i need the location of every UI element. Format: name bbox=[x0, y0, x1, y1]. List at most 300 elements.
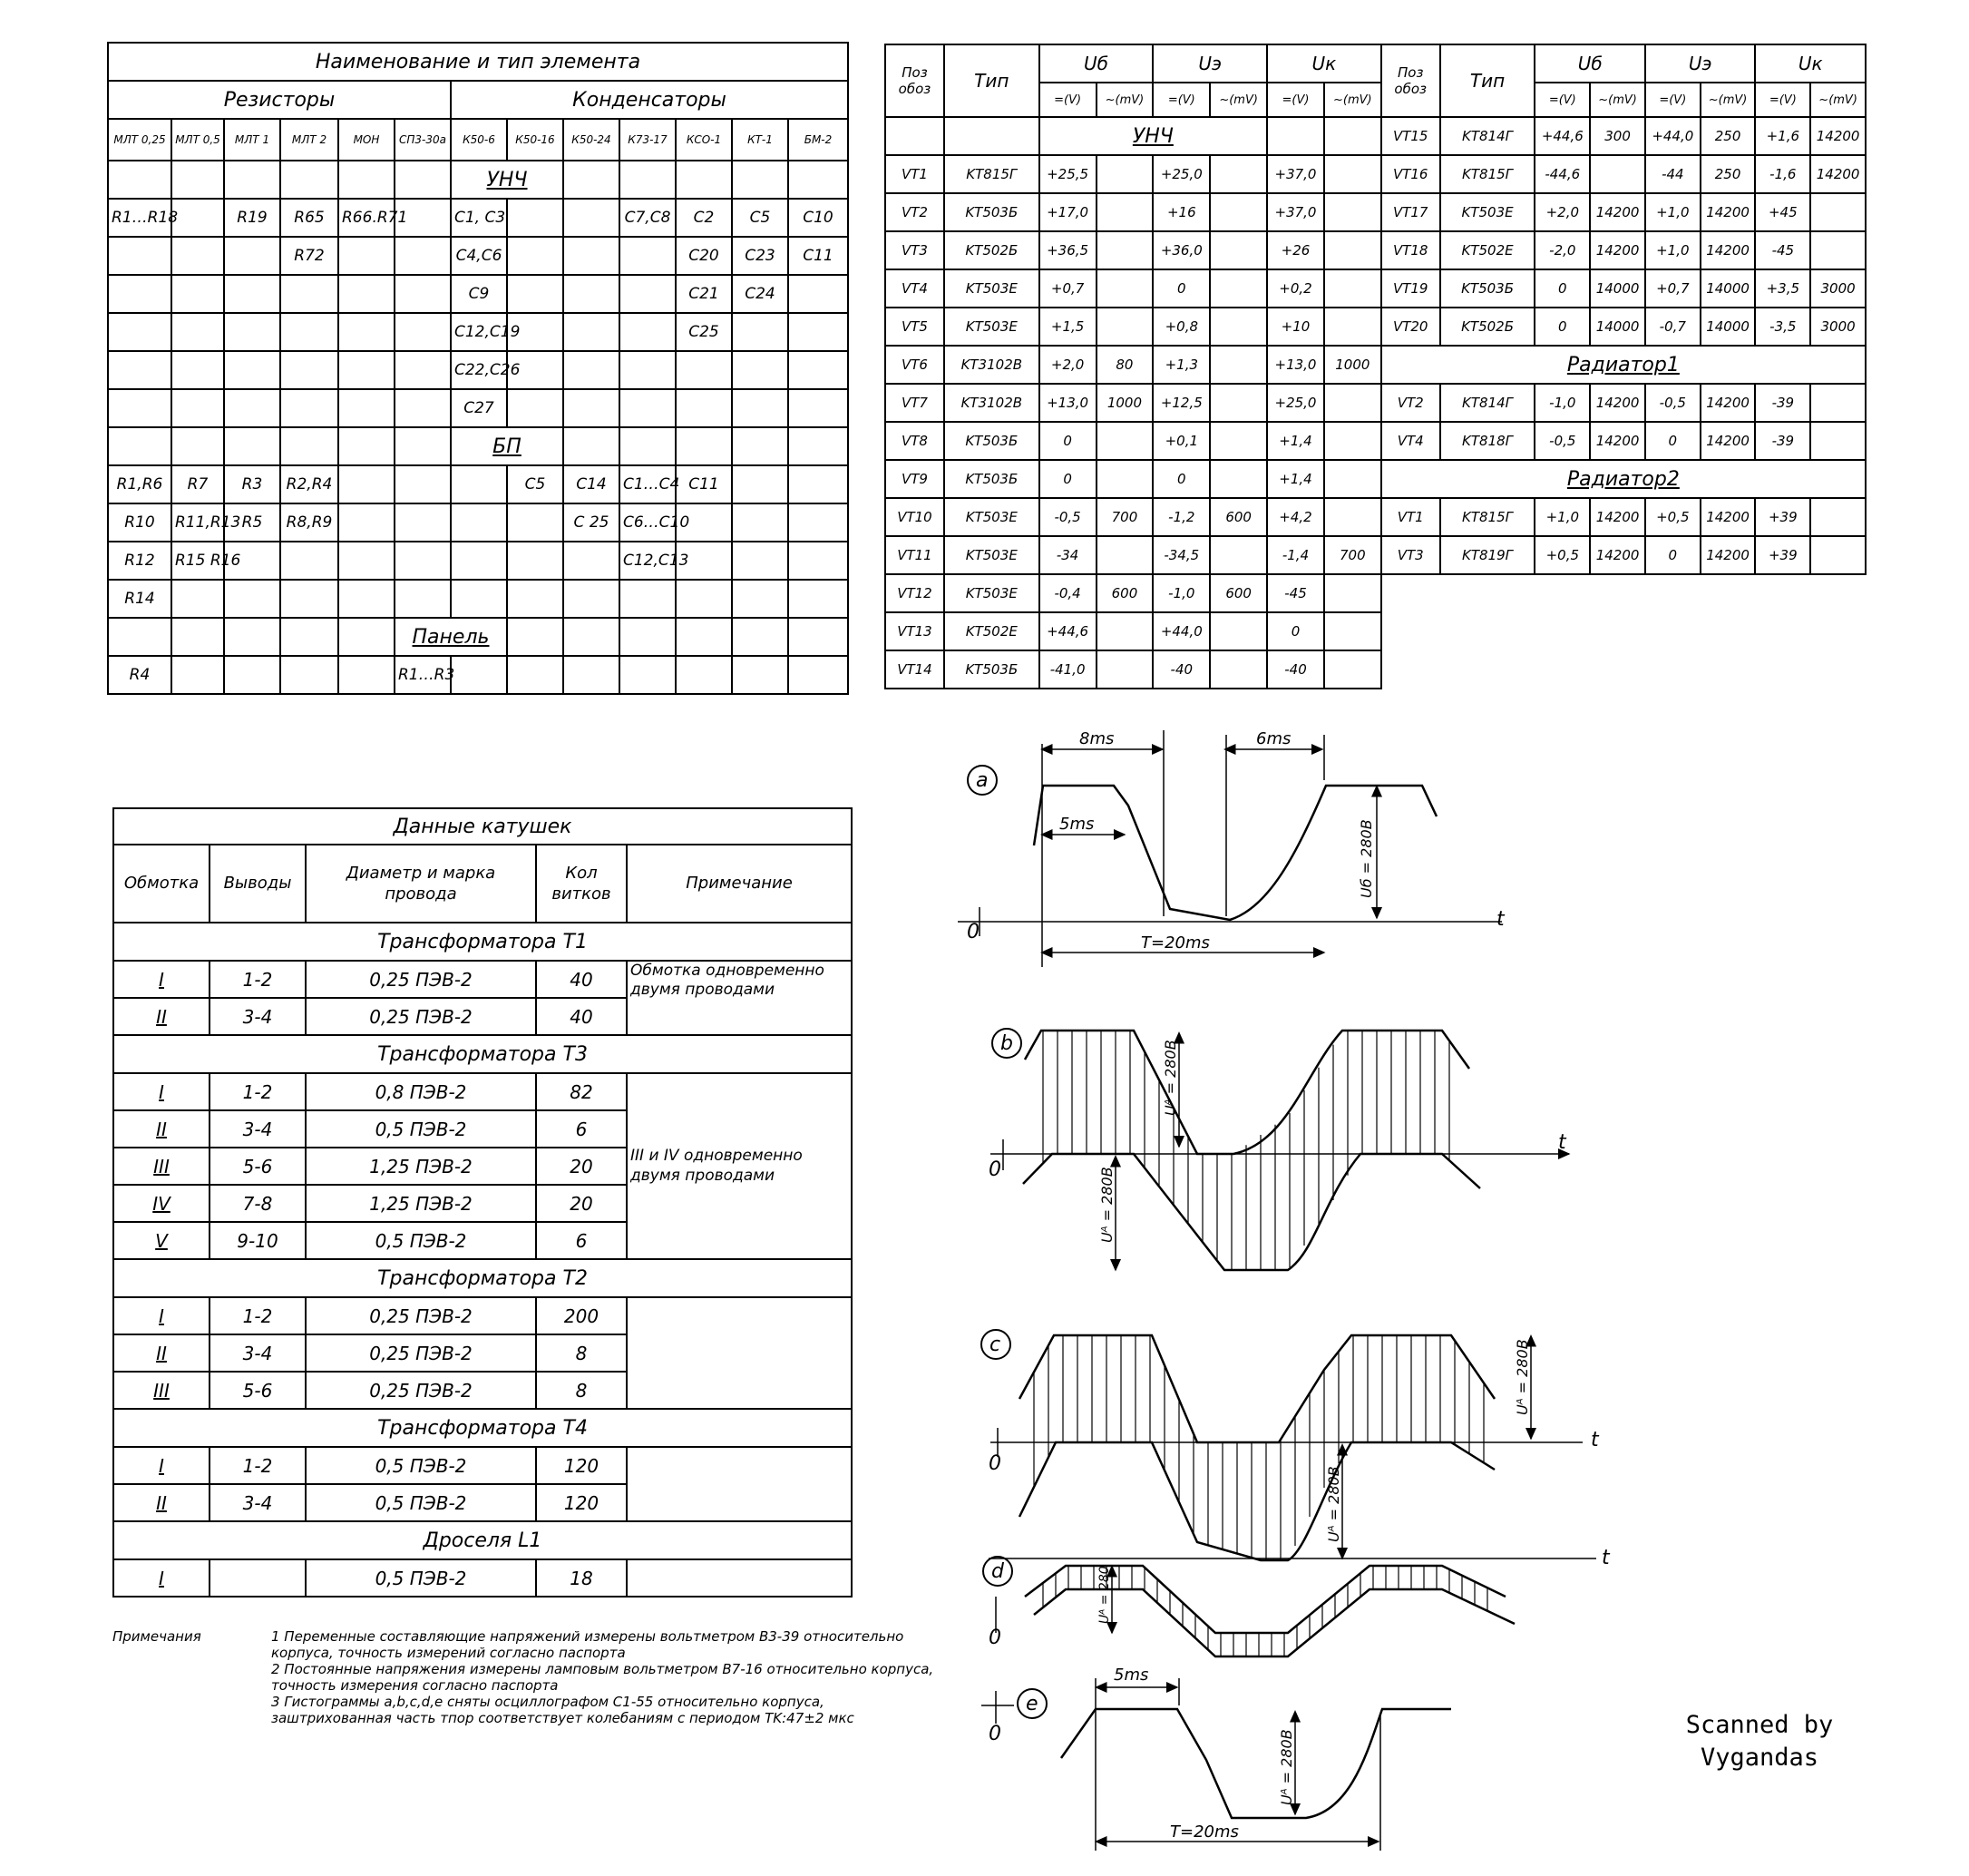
table-cell: KT503Б bbox=[1440, 269, 1535, 308]
table-cell: -39 bbox=[1755, 384, 1810, 422]
table-cell: KT814Г bbox=[1440, 384, 1535, 422]
wave-e-label: e bbox=[1026, 1693, 1038, 1715]
table-cell: 14200 bbox=[1810, 117, 1866, 155]
table-cell: +36,5 bbox=[1039, 231, 1097, 269]
table-cell: C11 bbox=[788, 237, 848, 275]
wave-a-dim-8ms: 8ms bbox=[1079, 729, 1115, 748]
wave-a-period: T=20ms bbox=[1141, 933, 1210, 953]
table-cell: 6 bbox=[536, 1110, 627, 1148]
table-cell: VT19 bbox=[1381, 269, 1440, 308]
wave-b-amp-top: Uᴬ = 280В bbox=[1162, 1040, 1179, 1116]
table-cell: 3000 bbox=[1810, 308, 1866, 346]
table-cell: +39 bbox=[1755, 498, 1810, 536]
table-cell: 14200 bbox=[1701, 422, 1756, 460]
table-cell: 300 bbox=[1590, 117, 1645, 155]
table-cell: 80 bbox=[1097, 346, 1154, 384]
table-cell: -44 bbox=[1645, 155, 1701, 193]
table-cell: 1-2 bbox=[210, 1297, 306, 1334]
table-cell: I bbox=[113, 1297, 210, 1334]
table-cell: VT1 bbox=[1381, 498, 1440, 536]
table-cell: KT815Г bbox=[944, 155, 1039, 193]
table-cell: 0 bbox=[1645, 422, 1701, 460]
table-cell: R1,R6 bbox=[108, 465, 171, 503]
table-cell: 0,25 ПЭВ-2 bbox=[306, 1372, 536, 1409]
column-header: К73-17 bbox=[619, 119, 676, 161]
table-cell: VT2 bbox=[1381, 384, 1440, 422]
table-cell: VT8 bbox=[885, 422, 944, 460]
wave-b-amp-bottom: Uᴬ = 280В bbox=[1098, 1167, 1116, 1243]
table-cell: 0,5 ПЭВ-2 bbox=[306, 1559, 536, 1597]
coil-note: Обмотка одновременно двумя проводами bbox=[627, 961, 852, 1035]
table-cell: 0,25 ПЭВ-2 bbox=[306, 961, 536, 998]
table-cell: 82 bbox=[536, 1073, 627, 1110]
wave-c-amp-bottom: Uᴬ = 280В bbox=[1325, 1466, 1342, 1542]
wave-b-origin: 0 bbox=[989, 1158, 1001, 1181]
table-cell: +44,0 bbox=[1153, 612, 1210, 650]
coil-note: III и IV одновременно двумя проводами bbox=[627, 1073, 852, 1259]
wave-d-label: d bbox=[991, 1560, 1004, 1583]
table-cell: KT503E bbox=[1440, 193, 1535, 231]
section-bp-label: БП bbox=[492, 435, 521, 458]
table-cell: VT2 bbox=[885, 193, 944, 231]
table-cell: KT503Б bbox=[944, 422, 1039, 460]
table-cell: 0,25 ПЭВ-2 bbox=[306, 1297, 536, 1334]
wave-a-origin: 0 bbox=[967, 921, 980, 943]
table-cell: 20 bbox=[536, 1185, 627, 1222]
table-cell: KT502E bbox=[944, 612, 1039, 650]
wave-d-axis-t: t bbox=[1602, 1547, 1610, 1569]
table-cell: VT15 bbox=[1381, 117, 1440, 155]
table-cell: 40 bbox=[536, 961, 627, 998]
header-dc: =(V) bbox=[1645, 83, 1701, 117]
table-cell: R66.R71 bbox=[338, 199, 395, 237]
table-cell: KT814Г bbox=[1440, 117, 1535, 155]
table-cell: 0,5 ПЭВ-2 bbox=[306, 1484, 536, 1521]
coil-header: Примечание bbox=[627, 845, 852, 923]
column-header: МЛТ 1 bbox=[224, 119, 280, 161]
table-cell: C23 bbox=[732, 237, 788, 275]
table-cell: 600 bbox=[1210, 498, 1267, 536]
table-cell: +0,5 bbox=[1535, 536, 1590, 574]
table-cell: +16 bbox=[1153, 193, 1210, 231]
table-cell: VT4 bbox=[1381, 422, 1440, 460]
header-uk: Uк bbox=[1267, 44, 1381, 83]
wave-d-amplitude: Uᴬ = 280 bbox=[1097, 1566, 1112, 1624]
coil-header: Диаметр и марка провода bbox=[306, 845, 536, 923]
table-cell: +1,4 bbox=[1267, 460, 1324, 498]
table-cell: 14200 bbox=[1701, 193, 1756, 231]
table-cell: +0,8 bbox=[1153, 308, 1210, 346]
column-header: К50-24 bbox=[563, 119, 619, 161]
table-cell: +25,0 bbox=[1267, 384, 1324, 422]
table-cell: R19 bbox=[224, 199, 280, 237]
table-cell: KT815Г bbox=[1440, 498, 1535, 536]
waveform-c bbox=[981, 1330, 1583, 1560]
table-cell: -0,5 bbox=[1039, 498, 1097, 536]
coil-section-name: Трансформатора T4 bbox=[113, 1409, 852, 1447]
table-cell: I bbox=[113, 1559, 210, 1597]
table-cell: C27 bbox=[451, 389, 507, 427]
table-cell: -3,5 bbox=[1755, 308, 1810, 346]
header-ac: ~(mV) bbox=[1701, 83, 1756, 117]
table-cell: +1,4 bbox=[1267, 422, 1324, 460]
table-cell: +1,0 bbox=[1645, 231, 1701, 269]
table-cell: 3-4 bbox=[210, 1110, 306, 1148]
table-cell: +26 bbox=[1267, 231, 1324, 269]
table-cell: +1,0 bbox=[1645, 193, 1701, 231]
table-cell: +37,0 bbox=[1267, 155, 1324, 193]
table-cell: +17,0 bbox=[1039, 193, 1097, 231]
table-cell: +4,2 bbox=[1267, 498, 1324, 536]
table-cell: KT503E bbox=[944, 574, 1039, 612]
table-cell: -34,5 bbox=[1153, 536, 1210, 574]
table-cell: R14 bbox=[108, 580, 171, 618]
table-cell: +0,2 bbox=[1267, 269, 1324, 308]
header-ac: ~(mV) bbox=[1210, 83, 1267, 117]
table-cell: C9 bbox=[451, 275, 507, 313]
table-cell: 700 bbox=[1097, 498, 1154, 536]
table-cell: -34 bbox=[1039, 536, 1097, 574]
table-cell: +44,6 bbox=[1039, 612, 1097, 650]
table-cell: C12,C13 bbox=[619, 542, 676, 580]
table-cell: R12 bbox=[108, 542, 171, 580]
table-cell: -0,4 bbox=[1039, 574, 1097, 612]
table-cell: 600 bbox=[1210, 574, 1267, 612]
table-cell: VT3 bbox=[1381, 536, 1440, 574]
footnotes-label: Примечания bbox=[112, 1628, 201, 1645]
table-cell: C6…C10 bbox=[619, 503, 676, 542]
table-cell: KT818Г bbox=[1440, 422, 1535, 460]
table-cell: KT502Б bbox=[1440, 308, 1535, 346]
table-cell: VT4 bbox=[885, 269, 944, 308]
table-cell: -1,0 bbox=[1535, 384, 1590, 422]
wave-e-amplitude: Uᴬ = 280В bbox=[1278, 1729, 1295, 1805]
wave-b-axis-t: t bbox=[1558, 1131, 1566, 1154]
table-cell: 14000 bbox=[1701, 308, 1756, 346]
table-cell: 250 bbox=[1701, 155, 1756, 193]
table-cell: 250 bbox=[1701, 117, 1756, 155]
table-cell: +13,0 bbox=[1039, 384, 1097, 422]
table-cell: VT14 bbox=[885, 650, 944, 689]
table-cell: 0 bbox=[1535, 308, 1590, 346]
footnote-1: 1 Переменные составляющие напряжений измерены вольтметром В3-39 относительно корпуса, точность измерений согласно паспорта bbox=[271, 1628, 904, 1661]
table-cell: VT1 bbox=[885, 155, 944, 193]
table-cell: 1-2 bbox=[210, 961, 306, 998]
wave-c-origin: 0 bbox=[989, 1452, 1001, 1475]
table-cell: +2,0 bbox=[1535, 193, 1590, 231]
table-cell: 14200 bbox=[1701, 498, 1756, 536]
header-pos: Поз обоз bbox=[885, 44, 944, 117]
table-cell: 200 bbox=[536, 1297, 627, 1334]
wave-a-label: a bbox=[976, 769, 989, 792]
wave-a-dim-5ms: 5ms bbox=[1059, 815, 1095, 834]
table-cell: VT9 bbox=[885, 460, 944, 498]
table-cell: C4,C6 bbox=[451, 237, 507, 275]
table-cell: +39 bbox=[1755, 536, 1810, 574]
table-cell: KT3102B bbox=[944, 384, 1039, 422]
scan-credit-line-2: Vygandas bbox=[1700, 1744, 1819, 1773]
table-cell: R1…R18 bbox=[108, 199, 171, 237]
table-cell: II bbox=[113, 1110, 210, 1148]
table-cell: 8 bbox=[536, 1372, 627, 1409]
table-cell: +0,7 bbox=[1039, 269, 1097, 308]
table-cell: 1-2 bbox=[210, 1073, 306, 1110]
table-cell: -45 bbox=[1267, 574, 1324, 612]
header-ac: ~(mV) bbox=[1097, 83, 1154, 117]
table-cell: C24 bbox=[732, 275, 788, 313]
elements-title: Наименование и тип элемента bbox=[108, 43, 848, 81]
table-cell: I bbox=[113, 1073, 210, 1110]
table-cell: KT503E bbox=[944, 498, 1039, 536]
table-cell: 14000 bbox=[1701, 269, 1756, 308]
table-cell: C12,C19 bbox=[451, 313, 507, 351]
coil-section-name: Трансформатора T3 bbox=[113, 1035, 852, 1073]
table-cell: -1,6 bbox=[1755, 155, 1810, 193]
table-cell: R5 bbox=[224, 503, 280, 542]
table-cell: 14200 bbox=[1590, 384, 1645, 422]
table-cell: 9-10 bbox=[210, 1222, 306, 1259]
wave-e-origin: 0 bbox=[989, 1723, 1001, 1745]
table-cell: 8 bbox=[536, 1334, 627, 1372]
table-cell: VT3 bbox=[885, 231, 944, 269]
coil-header: Выводы bbox=[210, 845, 306, 923]
column-header: БМ-2 bbox=[788, 119, 848, 161]
wave-b-label: b bbox=[1000, 1032, 1013, 1055]
table-cell: 20 bbox=[536, 1148, 627, 1185]
table-cell: C 25 bbox=[563, 503, 619, 542]
table-cell: 120 bbox=[536, 1447, 627, 1484]
footnote-3: 3 Гистограммы a,b,c,d,e сняты осциллографом С1-55 относительно корпуса, заштрихованная часть тпор соответствует колебаниям с периодом TK:47±2 мкс bbox=[271, 1694, 854, 1726]
table-cell: 40 bbox=[536, 998, 627, 1035]
table-cell: -1,0 bbox=[1153, 574, 1210, 612]
coil-section-name: Дроселя L1 bbox=[113, 1521, 852, 1559]
table-cell: KT502Б bbox=[944, 231, 1039, 269]
header-ac: ~(mV) bbox=[1590, 83, 1645, 117]
table-cell: VT10 bbox=[885, 498, 944, 536]
table-cell: R10 bbox=[108, 503, 171, 542]
table-cell: KT819Г bbox=[1440, 536, 1535, 574]
header-dc: =(V) bbox=[1535, 83, 1590, 117]
table-cell: R3 bbox=[224, 465, 280, 503]
table-cell: 3-4 bbox=[210, 1334, 306, 1372]
table-cell: +1,5 bbox=[1039, 308, 1097, 346]
table-cell: +25,0 bbox=[1153, 155, 1210, 193]
table-cell: 1-2 bbox=[210, 1447, 306, 1484]
section-radiator-1-label: Радиатор1 bbox=[1566, 353, 1680, 376]
table-cell: KT503Б bbox=[944, 460, 1039, 498]
table-cell: +12,5 bbox=[1153, 384, 1210, 422]
table-cell: C22,C26 bbox=[451, 351, 507, 389]
table-cell: R2,R4 bbox=[280, 465, 338, 503]
table-cell: 700 bbox=[1324, 536, 1381, 574]
column-header: СП3-30а bbox=[395, 119, 451, 161]
wave-d-origin: 0 bbox=[989, 1627, 1001, 1649]
section-panel-label: Панель bbox=[412, 625, 490, 649]
table-cell: KT3102B bbox=[944, 346, 1039, 384]
table-cell: 14200 bbox=[1701, 231, 1756, 269]
table-cell: +0,1 bbox=[1153, 422, 1210, 460]
column-header: К50-16 bbox=[507, 119, 563, 161]
table-cell: 6 bbox=[536, 1222, 627, 1259]
table-cell: KT502E bbox=[1440, 231, 1535, 269]
header-pos: Поз обоз bbox=[1381, 44, 1440, 117]
header-ub: Uб bbox=[1535, 44, 1645, 83]
table-cell: II bbox=[113, 1484, 210, 1521]
table-cell: KT503E bbox=[944, 269, 1039, 308]
table-cell: 14200 bbox=[1701, 536, 1756, 574]
table-cell: VT12 bbox=[885, 574, 944, 612]
table-cell: +44,6 bbox=[1535, 117, 1590, 155]
column-header: МОН bbox=[338, 119, 395, 161]
table-cell: C7,C8 bbox=[619, 199, 676, 237]
table-cell: VT13 bbox=[885, 612, 944, 650]
group-capacitors: Конденсаторы bbox=[451, 81, 848, 119]
table-cell: C5 bbox=[732, 199, 788, 237]
table-cell: I bbox=[113, 1447, 210, 1484]
table-cell: 0,5 ПЭВ-2 bbox=[306, 1447, 536, 1484]
table-cell: KT503Б bbox=[944, 650, 1039, 689]
table-cell: C14 bbox=[563, 465, 619, 503]
wave-c-axis-t: t bbox=[1591, 1429, 1599, 1451]
table-cell: R72 bbox=[280, 237, 338, 275]
table-cell: VT5 bbox=[885, 308, 944, 346]
table-cell: R15 R16 bbox=[171, 542, 224, 580]
table-cell: 1,25 ПЭВ-2 bbox=[306, 1185, 536, 1222]
table-cell: R7 bbox=[171, 465, 224, 503]
table-cell: 14200 bbox=[1590, 231, 1645, 269]
group-resistors: Резисторы bbox=[108, 81, 451, 119]
table-cell: 14200 bbox=[1590, 422, 1645, 460]
wave-e-period: T=20ms bbox=[1170, 1822, 1239, 1842]
table-cell: KT815Г bbox=[1440, 155, 1535, 193]
table-cell: 0,5 ПЭВ-2 bbox=[306, 1222, 536, 1259]
table-cell: -0,5 bbox=[1645, 384, 1701, 422]
table-cell: C11 bbox=[676, 465, 732, 503]
table-cell: 0 bbox=[1039, 460, 1097, 498]
table-cell: 0 bbox=[1039, 422, 1097, 460]
table-cell: +0,5 bbox=[1645, 498, 1701, 536]
table-cell: C2 bbox=[676, 199, 732, 237]
waveform-a bbox=[958, 730, 1502, 967]
table-cell: C1…C4 bbox=[619, 465, 676, 503]
table-cell: VT6 bbox=[885, 346, 944, 384]
coil-title: Данные катушек bbox=[113, 808, 852, 845]
table-cell: +1,3 bbox=[1153, 346, 1210, 384]
table-cell: KT503E bbox=[944, 308, 1039, 346]
table-cell: 14000 bbox=[1590, 269, 1645, 308]
table-cell: +10 bbox=[1267, 308, 1324, 346]
table-cell: -39 bbox=[1755, 422, 1810, 460]
table-cell: 14200 bbox=[1810, 155, 1866, 193]
table-cell: +2,0 bbox=[1039, 346, 1097, 384]
table-cell: 1,25 ПЭВ-2 bbox=[306, 1148, 536, 1185]
section-radiator-2-label: Радиатор2 bbox=[1566, 467, 1680, 491]
table-cell: -0,7 bbox=[1645, 308, 1701, 346]
header-dc: =(V) bbox=[1267, 83, 1324, 117]
table-cell: 3000 bbox=[1810, 269, 1866, 308]
table-cell: 18 bbox=[536, 1559, 627, 1597]
waveform-d bbox=[983, 1557, 1596, 1656]
column-header: КТ-1 bbox=[732, 119, 788, 161]
section-unch-label: УНЧ bbox=[1132, 124, 1174, 148]
table-cell: +25,5 bbox=[1039, 155, 1097, 193]
header-type: Тип bbox=[1440, 44, 1535, 117]
table-cell: 3-4 bbox=[210, 998, 306, 1035]
table-cell: +0,7 bbox=[1645, 269, 1701, 308]
table-cell: R8,R9 bbox=[280, 503, 338, 542]
table-cell: +36,0 bbox=[1153, 231, 1210, 269]
table-cell: 0,25 ПЭВ-2 bbox=[306, 998, 536, 1035]
column-header: К50-6 bbox=[451, 119, 507, 161]
table-cell: 0,5 ПЭВ-2 bbox=[306, 1110, 536, 1148]
table-cell: 3-4 bbox=[210, 1484, 306, 1521]
header-dc: =(V) bbox=[1153, 83, 1210, 117]
table-cell: 7-8 bbox=[210, 1185, 306, 1222]
wave-c-label: c bbox=[989, 1334, 1001, 1356]
table-cell: +3,5 bbox=[1755, 269, 1810, 308]
table-cell: VT20 bbox=[1381, 308, 1440, 346]
table-cell: C1, C3 bbox=[451, 199, 507, 237]
table-cell: I bbox=[113, 961, 210, 998]
table-cell: 120 bbox=[536, 1484, 627, 1521]
header-type: Тип bbox=[944, 44, 1039, 117]
table-cell: -1,2 bbox=[1153, 498, 1210, 536]
table-cell: +45 bbox=[1755, 193, 1810, 231]
table-cell: +1,0 bbox=[1535, 498, 1590, 536]
table-cell: R1…R3 bbox=[395, 656, 451, 694]
table-cell: 14000 bbox=[1590, 308, 1645, 346]
table-cell: 0 bbox=[1535, 269, 1590, 308]
header-ue: Uэ bbox=[1645, 44, 1756, 83]
table-cell: +1,6 bbox=[1755, 117, 1810, 155]
table-cell: KT503Б bbox=[944, 193, 1039, 231]
table-cell: -2,0 bbox=[1535, 231, 1590, 269]
section-unch-label: УНЧ bbox=[486, 168, 528, 191]
table-cell: 0,8 ПЭВ-2 bbox=[306, 1073, 536, 1110]
coil-section-name: Трансформатора T2 bbox=[113, 1259, 852, 1297]
wave-a-dim-6ms: 6ms bbox=[1256, 729, 1292, 748]
table-cell: 1000 bbox=[1097, 384, 1154, 422]
table-cell: 5-6 bbox=[210, 1372, 306, 1409]
header-ac: ~(mV) bbox=[1810, 83, 1866, 117]
table-cell: 5-6 bbox=[210, 1148, 306, 1185]
table-cell: 0 bbox=[1153, 269, 1210, 308]
table-cell: IV bbox=[113, 1185, 210, 1222]
table-cell: 1000 bbox=[1324, 346, 1381, 384]
table-cell: R4 bbox=[108, 656, 171, 694]
table-cell: -1,4 bbox=[1267, 536, 1324, 574]
header-dc: =(V) bbox=[1039, 83, 1097, 117]
header-ub: Uб bbox=[1039, 44, 1154, 83]
wave-c-amp-right: Uᴬ = 280В bbox=[1514, 1339, 1531, 1415]
coil-header: Обмотка bbox=[113, 845, 210, 923]
table-cell: C20 bbox=[676, 237, 732, 275]
table-cell: II bbox=[113, 1334, 210, 1372]
table-cell: VT18 bbox=[1381, 231, 1440, 269]
table-cell: 14200 bbox=[1590, 193, 1645, 231]
wave-e-dim-5ms: 5ms bbox=[1114, 1666, 1149, 1685]
table-cell: -44,6 bbox=[1535, 155, 1590, 193]
footnote-2: 2 Постоянные напряжения измерены ламповым вольтметром В7-16 относительно корпуса, точность измерения согласно паспорта bbox=[271, 1661, 934, 1694]
coil-section-name: Трансформатора T1 bbox=[113, 923, 852, 961]
table-cell: VT17 bbox=[1381, 193, 1440, 231]
table-cell: +44,0 bbox=[1645, 117, 1701, 155]
table-cell: -40 bbox=[1267, 650, 1324, 689]
scan-credit-line-1: Scanned by bbox=[1685, 1711, 1834, 1739]
table-cell: R65 bbox=[280, 199, 338, 237]
column-header: КСО-1 bbox=[676, 119, 732, 161]
table-cell: 0,25 ПЭВ-2 bbox=[306, 1334, 536, 1372]
